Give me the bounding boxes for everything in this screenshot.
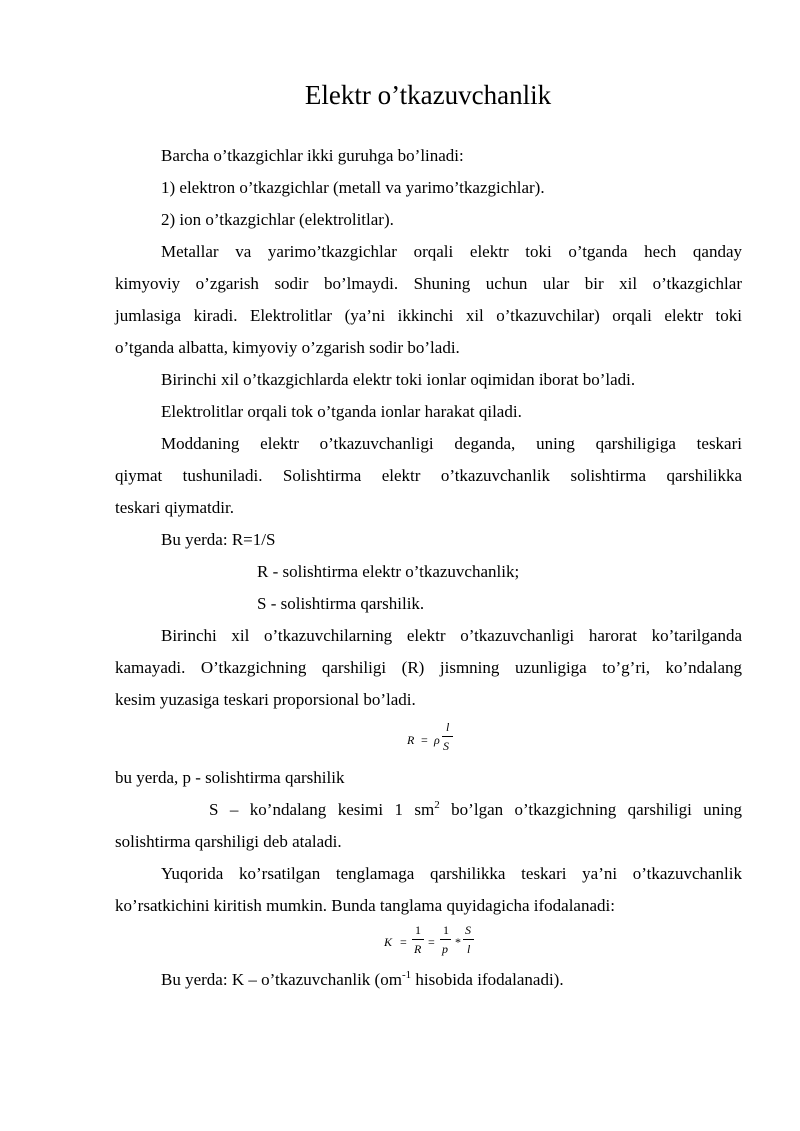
paragraph-line: bu yerda, p - solishtirma qarshilik [115, 768, 345, 787]
formula-denominator: p [442, 942, 448, 956]
formula-denominator: l [467, 942, 471, 956]
fraction-bar [440, 939, 451, 940]
paragraph-line: Birinchi xil o’tkazuvchilarning elektr o’tkazuvchanligi harorat ko’tarilganda [161, 626, 742, 645]
paragraph-line: Moddaning elektr o’tkazuvchanligi deganda, uning qarshiligiga teskari [161, 434, 742, 453]
document-body [115, 140, 742, 996]
formula-symbol: = [428, 935, 435, 949]
fraction-bar [463, 939, 474, 940]
text-segment: hisobida ifodalanadi). [411, 970, 564, 989]
paragraph-line: kesim yuzasiga teskari proporsional bo’ladi. [115, 690, 416, 709]
paragraph-line: qiymat tushuniladi. Solishtirma elektr o’tkazuvchanlik solishtirma qarshilikka [115, 466, 742, 485]
fraction-bar [412, 939, 424, 940]
formula-conductance [115, 922, 742, 964]
formula-resistance [115, 716, 742, 762]
formula-denominator: S [443, 739, 449, 753]
paragraph-line [115, 794, 742, 826]
paragraph-line: Elektrolitlar orqali tok o’tganda ionlar harakat qiladi. [161, 402, 522, 421]
superscript: 2 [434, 799, 440, 811]
formula-numerator: S [465, 923, 471, 937]
paragraph-line: o’tganda albatta, kimyoviy o’zgarish sodir bo’ladi. [115, 338, 460, 357]
paragraph-line: kimyoviy o’zgarish sodir bo’lmaydi. Shuning uchun ular bir xil o’tkazgichlar [115, 274, 742, 293]
formula-numerator: 1 [415, 923, 421, 937]
text-segment: S – ko’ndalang kesimi 1 sm [209, 800, 435, 819]
paragraph-line: teskari qiymatdir. [115, 498, 234, 517]
text-segment: Bu yerda: K – o’tkazuvchanlik (om [161, 970, 402, 989]
paragraph-line: 2) ion o’tkazgichlar (elektrolitlar). [161, 210, 394, 229]
paragraph-line: solishtirma qarshiligi deb ataladi. [115, 832, 342, 851]
formula-symbol: = [421, 733, 428, 747]
paragraph-line: Metallar va yarimo’tkazgichlar orqali elektr toki o’tganda hech qanday [161, 242, 742, 261]
formula-symbol: ρ [434, 733, 440, 747]
fraction-bar [442, 736, 453, 737]
paragraph-line: Barcha o’tkazgichlar ikki guruhga bo’linadi: [161, 146, 464, 165]
formula-symbol: * [455, 935, 461, 949]
paragraph-line [115, 964, 742, 996]
superscript: -1 [401, 969, 412, 981]
formula-symbol: = [400, 935, 407, 949]
paragraph-line: Birinchi xil o’tkazgichlarda elektr toki ionlar oqimidan iborat bo’ladi. [161, 370, 636, 389]
paragraph-line: kamayadi. O’tkazgichning qarshiligi (R) jismning uzunligiga to’g’ri, ko’ndalang [115, 658, 742, 677]
paragraph-line: S - solishtirma qarshilik. [257, 594, 425, 613]
paragraph-line: jumlasiga kiradi. Elektrolitlar (ya’ni ikkinchi xil o’tkazuvchilar) orqali elektr toki [115, 306, 742, 325]
formula-numerator: l [446, 720, 450, 734]
paragraph-line: ko’rsatkichini kiritish mumkin. Bunda tanglama quyidagicha ifodalanadi: [115, 896, 615, 915]
formula-symbol: R [407, 733, 415, 747]
formula-denominator: R [414, 942, 422, 956]
text-segment: bo’lgan o’tkazgichning qarshiligi uning [439, 800, 742, 819]
paragraph-line: Bu yerda: R=1/S [161, 530, 276, 549]
paragraph-line: Yuqorida ko’rsatilgan tenglamaga qarshilikka teskari ya’ni o’tkazuvchanlik [161, 864, 742, 883]
formula-numerator: 1 [443, 923, 449, 937]
formula-symbol: K [384, 935, 393, 949]
paragraph-line: R - solishtirma elektr o’tkazuvchanlik; [257, 562, 520, 581]
paragraph-line: 1) elektron o’tkazgichlar (metall va yarimo’tkazgichlar). [161, 178, 545, 197]
page-title: Elektr o’tkazuvchanlik [304, 80, 552, 110]
